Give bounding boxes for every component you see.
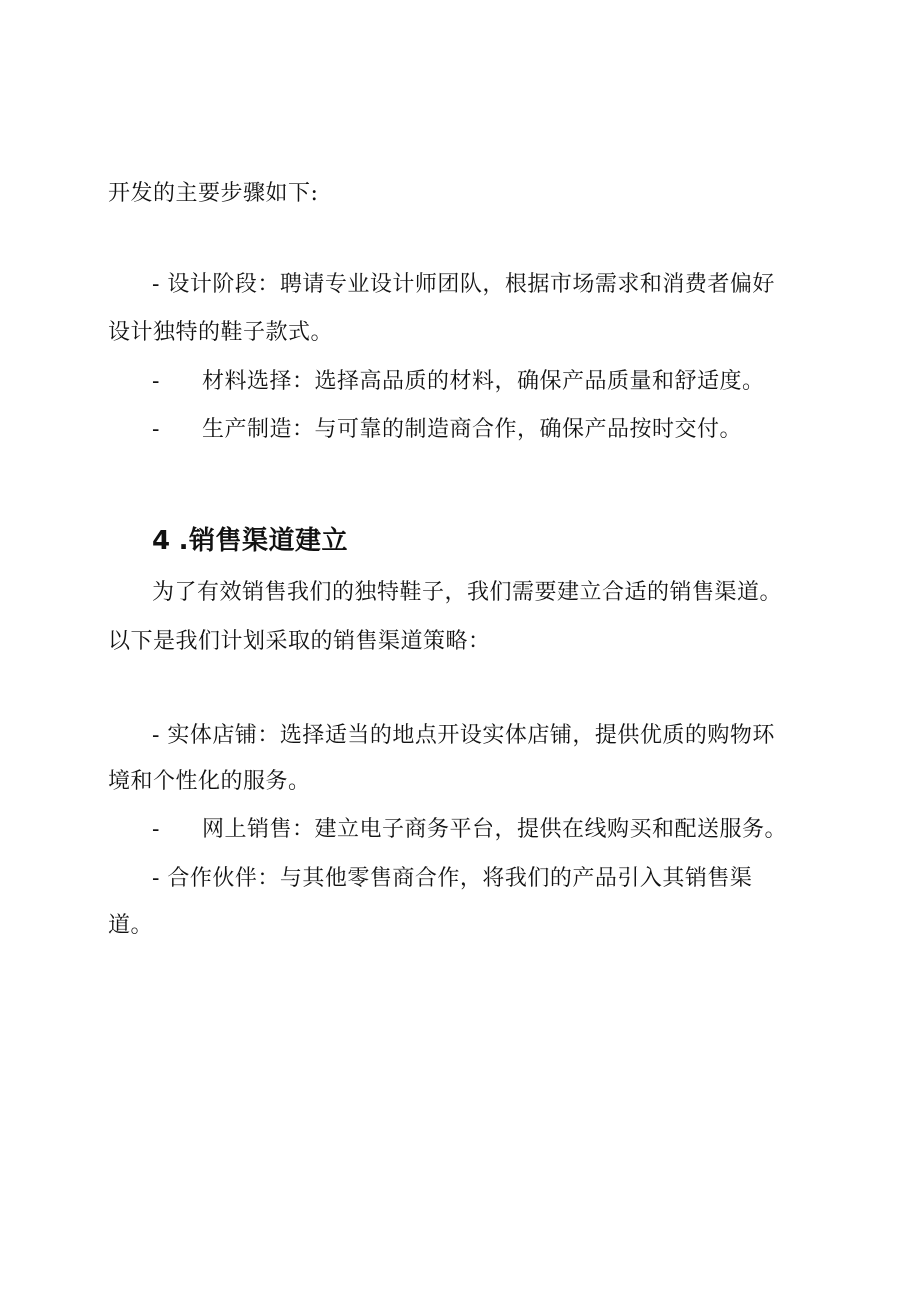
section-paragraph-line2: 以下是我们计划采取的销售渠道策略： xyxy=(108,629,491,654)
step-production xyxy=(152,415,742,445)
step-design-line2: 设计独特的鞋子款式。 xyxy=(108,320,334,345)
bullet-dash: - xyxy=(152,417,160,442)
intro-text: 开发的主要步骤如下: xyxy=(108,181,319,206)
section-title: .销售渠道建立 xyxy=(178,526,348,556)
section-paragraph-line1: 为了有效销售我们的独特鞋子，我们需要建立合适的销售渠道。 xyxy=(152,580,783,605)
channel-partner-line2: 道。 xyxy=(108,913,154,938)
step-material-text: 材料选择：选择高品质的材料，确保产品质量和舒适度。 xyxy=(201,369,765,394)
step-design-line1: - 设计阶段：聘请专业设计师团队，根据市场需求和消费者偏好 xyxy=(152,272,775,297)
bullet-dash: - xyxy=(152,369,160,394)
channel-online-text: 网上销售：建立电子商务平台，提供在线购买和配送服务。 xyxy=(201,817,787,842)
channel-store-line2: 境和个性化的服务。 xyxy=(108,769,311,794)
channel-store-line1: - 实体店铺：选择适当的地点开设实体店铺，提供优质的购物环 xyxy=(152,723,775,748)
channel-online xyxy=(152,815,787,845)
channel-partner-line1: - 合作伙伴：与其他零售商合作，将我们的产品引入其销售渠 xyxy=(152,866,753,891)
step-production-text: 生产制造：与可靠的制造商合作，确保产品按时交付。 xyxy=(201,417,742,442)
step-material xyxy=(152,367,764,397)
section-heading xyxy=(152,524,348,558)
section-number: 4 xyxy=(152,526,171,556)
bullet-dash: - xyxy=(152,817,160,842)
